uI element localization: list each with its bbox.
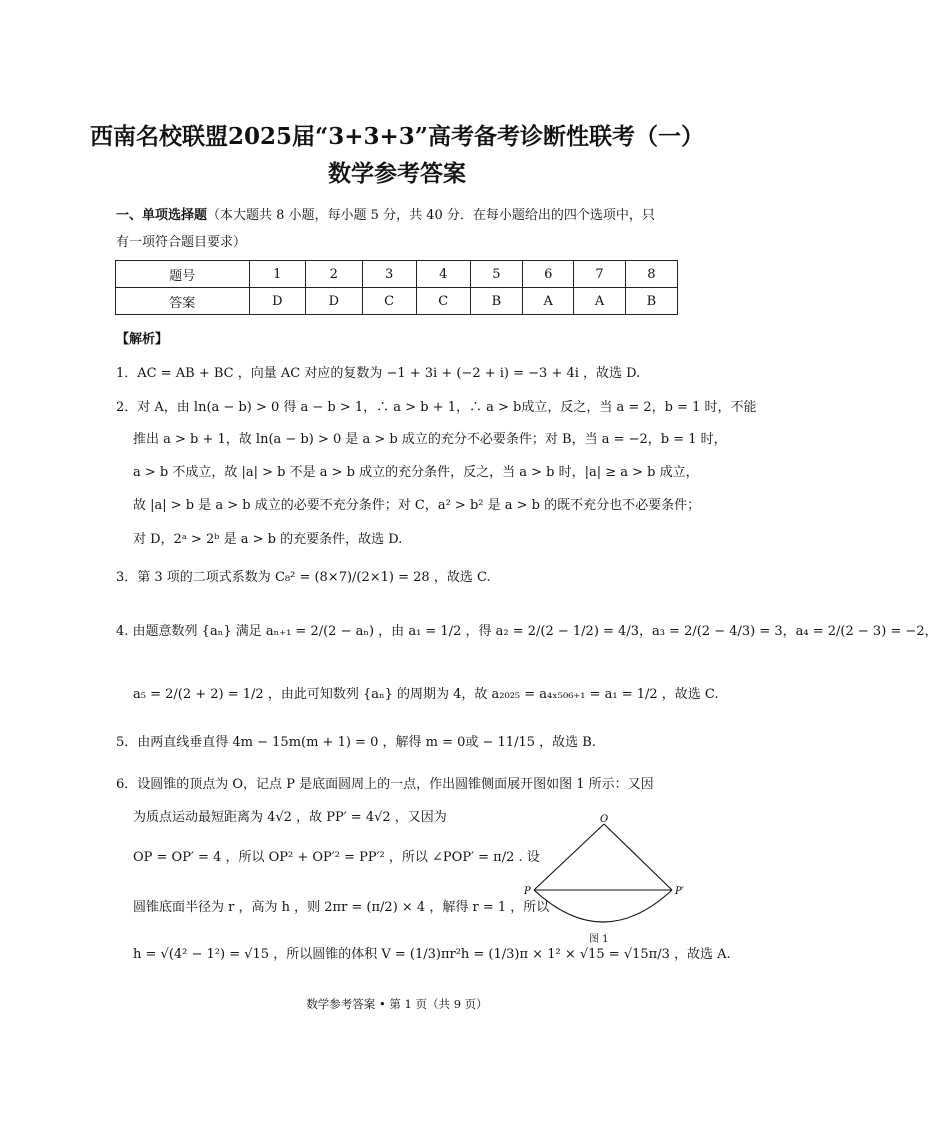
table-answer-label: 答案 <box>116 288 250 315</box>
table-cell-answer: B <box>625 288 677 315</box>
solution-2-line-1: 2．对 A，由 ln(a − b) > 0 得 a − b > 1，∴ a > b + 1，∴ a > b成立，反之，当 a = 2，b = 1 时，不能 <box>116 400 757 415</box>
title-line-1: 西南名校联盟2025届“3+3+3”高考备考诊断性联考（一） <box>89 123 705 150</box>
solution-6-line-5: h = √(4² − 1²) = √15 ，所以圆锥的体积 V = (1/3)πr²h = (1/3)π × 1² × √15 = √15π/3 ，故选 A. <box>133 947 731 962</box>
table-cell-answer: B <box>470 288 522 315</box>
analysis-heading: 【解析】 <box>116 332 169 347</box>
table-cell-answer: D <box>249 288 306 315</box>
figure-caption: 图 1 <box>589 934 609 945</box>
arc-pp-prime <box>534 890 672 922</box>
section-note-1: （本大题共 8 小题，每小题 5 分，共 40 分．在每小题给出的四个选项中，只 <box>207 208 655 223</box>
cone-net-figure <box>520 812 695 947</box>
solution-2-line-4: 故 |a| > b 是 a > b 成立的必要不充分条件；对 C，a² > b² 是 a > b 的既不充分也不必要条件； <box>133 498 701 513</box>
answer-table-header-row <box>116 261 678 288</box>
label-p-prime: P′ <box>675 886 684 897</box>
solution-6-line-4: 圆锥底面半径为 r ，高为 h ，则 2πr = (π/2) × 4 ，解得 r = 1 ，所以 <box>133 900 550 915</box>
solution-5: 5．由两直线垂直得 4m − 15m(m + 1) = 0 ，解得 m = 0或 − 11/15 ，故选 B. <box>116 735 596 750</box>
label-o: O <box>600 814 609 825</box>
solution-4-line-2: a₅ = 2/(2 + 2) = 1/2 ，由此可知数列 {aₙ} 的周期为 4，故 a₂₀₂₅ = a₄ₓ₅₀₆₊₁ = a₁ = 1/2 ，故选 C. <box>133 687 719 702</box>
page-footer: 数学参考答案 • 第 1 页（共 9 页） <box>306 997 488 1011</box>
solution-2-line-3: a > b 不成立，故 |a| > b 不是 a > b 成立的充分条件，反之，当 a > b 时，|a| ≥ a > b 成立， <box>133 465 699 480</box>
solution-2-line-2: 推出 a > b + 1，故 ln(a − b) > 0 是 a > b 成立的充分不必要条件；对 B，当 a = −2，b = 1 时， <box>133 432 727 447</box>
answer-table <box>115 260 678 315</box>
table-cell-answer: C <box>362 288 416 315</box>
table-cell-question: 7 <box>574 261 625 288</box>
segment-op <box>534 824 604 890</box>
title-line-2: 数学参考答案 <box>328 160 466 187</box>
solution-3: 3．第 3 项的二项式系数为 C₈² = (8×7)/(2×1) = 28 ，故选 C. <box>116 570 491 585</box>
table-cell-question: 2 <box>306 261 363 288</box>
solution-1: 1．AC = AB + BC ，向量 AC 对应的复数为 −1 + 3i + (−2 + i) = −3 + 4i ，故选 D. <box>116 366 641 381</box>
label-p: P <box>524 886 531 897</box>
solution-6-line-3: OP = OP′ = 4 ，所以 OP² + OP′² = PP′² ，所以 ∠POP′ = π/2 . 设 <box>133 850 540 865</box>
table-cell-answer: D <box>306 288 363 315</box>
solution-6-line-1: 6．设圆锥的顶点为 O，记点 P 是底面圆周上的一点，作出圆锥侧面展开图如图 1 所示：又因 <box>116 777 654 792</box>
table-cell-question: 8 <box>625 261 677 288</box>
table-cell-question: 3 <box>362 261 416 288</box>
table-header-label: 题号 <box>116 261 250 288</box>
table-cell-question: 1 <box>249 261 306 288</box>
section-heading: 一、单项选择题 <box>116 208 208 223</box>
table-cell-question: 6 <box>523 261 574 288</box>
table-cell-question: 5 <box>470 261 522 288</box>
solution-6-line-2: 为质点运动最短距离为 4√2 ，故 PP′ = 4√2 ，又因为 <box>133 810 447 825</box>
section-heading-line <box>116 206 686 226</box>
table-cell-answer: C <box>416 288 470 315</box>
solution-2-line-5: 对 D，2ᵃ > 2ᵇ 是 a > b 的充要条件，故选 D. <box>133 532 403 547</box>
answer-table-answer-row <box>116 288 678 315</box>
solution-4-line-1: 4. 由题意数列 {aₙ} 满足 aₙ₊₁ = 2/(2 − aₙ) ，由 a₁ = 1/2 ，得 a₂ = 2/(2 − 1/2) = 4/3，a₃ = 2/(2 − 4/3) = 3，a₄ = 2/(2 − 3) = −2， <box>116 624 938 639</box>
table-cell-question: 4 <box>416 261 470 288</box>
section-note-2: 有一项符合题目要求） <box>116 235 247 250</box>
segment-op-prime <box>604 824 672 890</box>
table-cell-answer: A <box>574 288 625 315</box>
table-cell-answer: A <box>523 288 574 315</box>
